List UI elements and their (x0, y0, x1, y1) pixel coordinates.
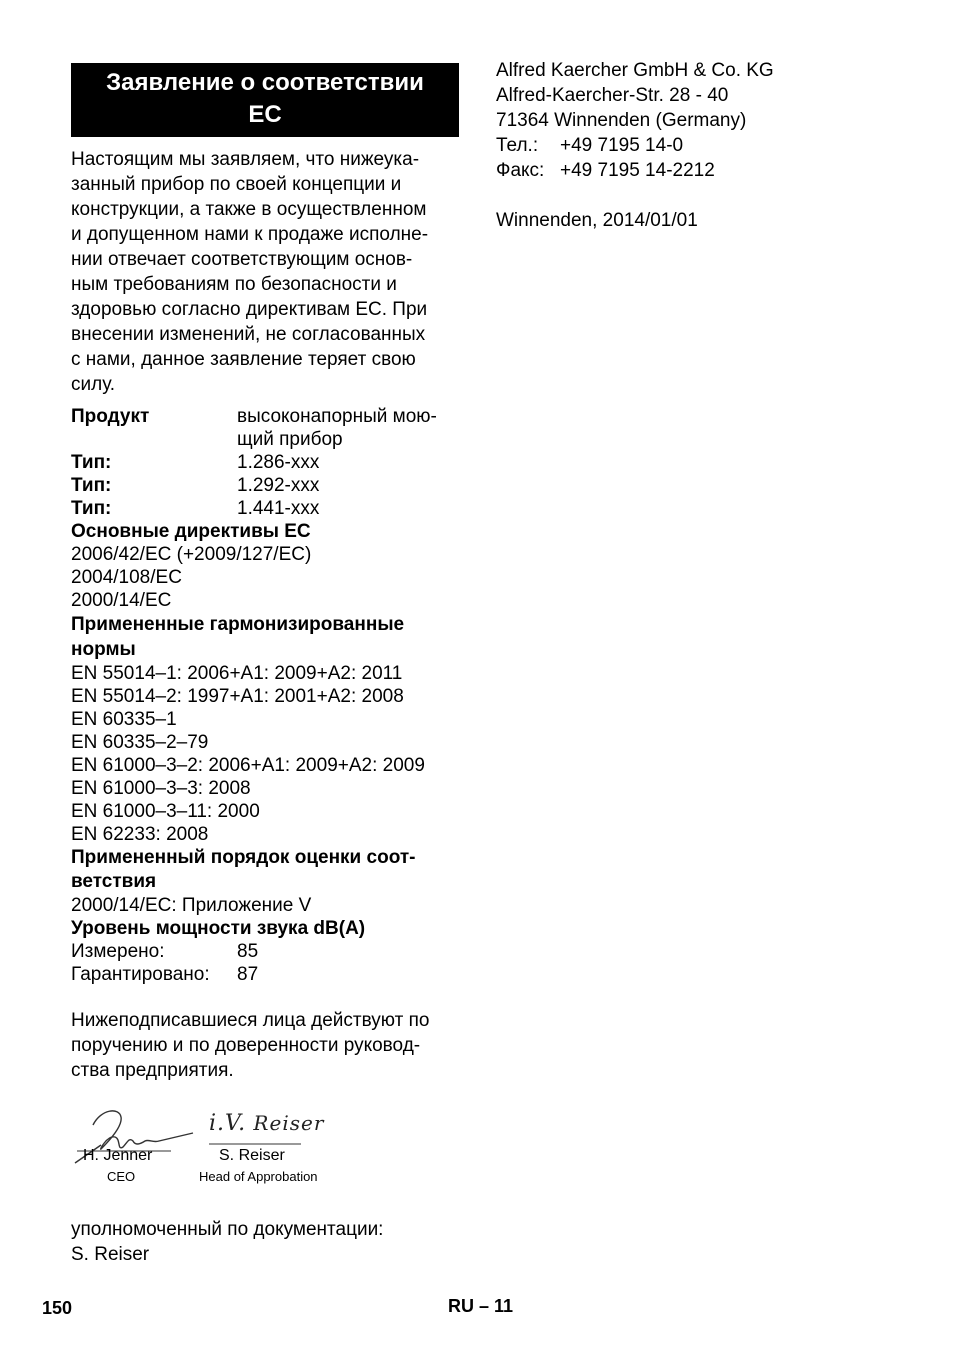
type-label: Тип: (71, 452, 112, 473)
intro-line: Настоящим мы заявляем, что нижеука- (71, 149, 420, 170)
spec-block (71, 405, 459, 986)
signature-prefix: i.V. (209, 1111, 247, 1136)
sound-measured-value: 85 (237, 941, 259, 962)
type-value: 1.292-xxx (237, 475, 320, 496)
fax-value: +49 7195 14-2212 (560, 160, 715, 181)
directives-heading: Основные директивы ЕС (71, 521, 311, 542)
product-row (71, 405, 459, 451)
norms-heading (71, 612, 459, 662)
type-label: Тип: (71, 498, 112, 519)
signature-jenner-name: H. Jenner (83, 1147, 153, 1164)
type-row (71, 497, 459, 520)
norms-heading-line: нормы (71, 639, 136, 660)
assessment-heading-line: Примененный порядок оценки соот- (71, 847, 416, 868)
intro-line: занный прибор по своей концепции и (71, 174, 402, 195)
product-value-line: щий прибор (237, 429, 343, 450)
norm-item: EN 61000–3–11: 2000 (71, 801, 260, 822)
fax-label: Факс: (496, 160, 545, 181)
intro-line: здоровью согласно директивам ЕС. При (71, 299, 428, 320)
norm-item: EN 60335–2–79 (71, 732, 209, 753)
norm-item: EN 55014–2: 1997+A1: 2001+A2: 2008 (71, 686, 404, 707)
signature-reiser-role: Head of Approbation (199, 1169, 318, 1184)
norm-item: EN 61000–3–3: 2008 (71, 778, 251, 799)
intro-paragraph (71, 147, 459, 397)
intro-line: конструкции, а также в осуществленном (71, 199, 427, 220)
sound-guaranteed-label: Гарантировано: (71, 964, 210, 985)
signatories-line: поручению и по доверенности руковод- (71, 1035, 421, 1056)
authorized-name: S. Reiser (71, 1244, 150, 1265)
sound-guaranteed-row (71, 963, 459, 986)
tel-value: +49 7195 14-0 (560, 135, 684, 156)
title-line-1: Заявление о соответствии (106, 69, 424, 96)
intro-line: нии отвечает соответствующим основ- (71, 249, 413, 270)
sound-heading: Уровень мощности звука dB(A) (71, 918, 366, 939)
authorized-block (71, 1217, 459, 1267)
right-column (496, 58, 896, 233)
assessment-heading-line: ветствия (71, 871, 157, 892)
tel-label: Тел.: (496, 135, 539, 156)
title-line-2: ЕС (248, 101, 282, 128)
assessment-value: 2000/14/EC: Приложение V (71, 895, 312, 916)
intro-line: внесении изменений, не согласованных (71, 324, 426, 345)
type-value: 1.286-xxx (237, 452, 320, 473)
company-street: Alfred-Kaercher-Str. 28 - 40 (496, 85, 729, 106)
norm-item: EN 55014–1: 2006+A1: 2009+A2: 2011 (71, 663, 403, 684)
directive-item: 2004/108/EC (71, 567, 182, 588)
type-row (71, 451, 459, 474)
company-name: Alfred Kaercher GmbH & Co. KG (496, 60, 774, 81)
company-fax-row (496, 158, 896, 183)
type-row (71, 474, 459, 497)
intro-line: и допущенном нами к продаже исполне- (71, 224, 429, 245)
intro-line: ным требованиям по безопасности и (71, 274, 397, 295)
type-value: 1.441-xxx (237, 498, 320, 519)
assessment-heading (71, 846, 459, 894)
norms-heading-line: Примененные гармонизированные (71, 614, 405, 635)
sound-guaranteed-value: 87 (237, 964, 259, 985)
left-column (71, 63, 459, 1267)
sound-measured-row (71, 940, 459, 963)
product-label: Продукт (71, 406, 150, 427)
intro-line: силу. (71, 374, 116, 395)
product-value-line: высоконапорный мою- (237, 406, 437, 427)
signature-reiser-name: S. Reiser (219, 1147, 285, 1164)
page-number: 150 (42, 1298, 73, 1318)
sound-measured-label: Измерено: (71, 941, 165, 962)
place-date: Winnenden, 2014/01/01 (496, 210, 698, 231)
company-city: 71364 Winnenden (Germany) (496, 110, 747, 131)
declaration-title (71, 63, 459, 137)
directive-item: 2006/42/EC (+2009/127/EC) (71, 544, 312, 565)
norm-item: EN 60335–1 (71, 709, 177, 730)
directive-item: 2000/14/EC (71, 590, 172, 611)
signature-area (71, 1101, 459, 1209)
language-page-label: RU – 11 (448, 1296, 514, 1316)
type-label: Тип: (71, 475, 112, 496)
signatories-line: ства предприятия. (71, 1060, 234, 1081)
company-tel-row (496, 133, 896, 158)
signature-reiser-image: i.V. Reiser (209, 1111, 325, 1136)
norm-item: EN 62233: 2008 (71, 824, 209, 845)
authorized-label: уполномоченный по документации: (71, 1219, 384, 1240)
signatories-paragraph (71, 1008, 459, 1083)
signature-jenner-role: CEO (107, 1169, 136, 1184)
norm-item: EN 61000–3–2: 2006+A1: 2009+A2: 2009 (71, 755, 425, 776)
product-value (237, 405, 459, 451)
signatories-line: Нижеподписавшиеся лица действуют по (71, 1010, 430, 1031)
intro-line: с нами, данное заявление теряет свою (71, 349, 416, 370)
